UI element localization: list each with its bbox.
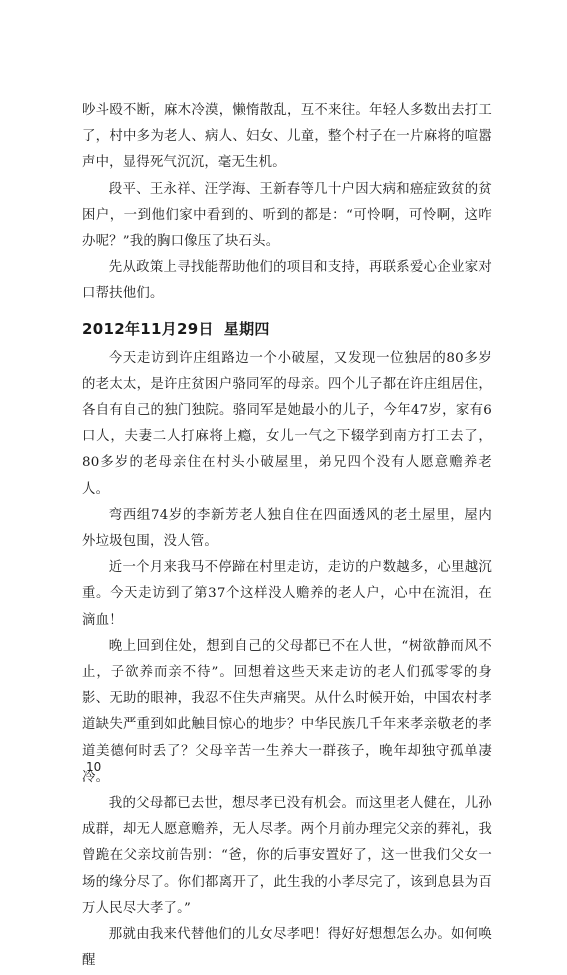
entry-date: 2012年11月29日	[82, 319, 214, 338]
paragraph: 弯西组74岁的李新芳老人独自住在四面透风的老土屋里，屋内外垃圾包围，没人管。	[82, 507, 492, 550]
paragraph: 我的父母都已去世，想尽孝已没有机会。而这里老人健在，儿孙成群，却无人愿意赡养，无人尽孝。两个月前办理完父亲的葬礼，我曾跪在父亲坟前告别：“爸，你的后事安置好了，这一世我们父女一场的缘分尽了。你们都离开了，此生我的小孝尽完了，该到息县为百万人民尽大孝了。”	[82, 796, 492, 916]
paragraph: 先从政策上寻找能帮助他们的项目和支持，再联系爱心企业家对口帮扶他们。	[82, 260, 492, 302]
page-number: 10	[86, 760, 102, 774]
page-body	[82, 98, 492, 975]
paragraph: 晚上回到住处，想到自己的父母都已不在人世，“树欲静而风不止，子欲养而亲不待”。回想着这些天来走访的老人们孤零零的身影、无助的眼神，我忍不住失声痛哭。从什么时候开始，中国农村孝道缺失严重到如此触目惊心的地步？中华民族几千年来孝亲敬老的孝道美德何时丢了？父母辛苦一生养大一群孩子，晚年却独守孤单凄冷。	[82, 638, 492, 785]
paragraph: 那就由我来代替他们的儿女尽孝吧！得好好想想怎么办。如何唤醒	[82, 927, 492, 969]
paragraph: 今天走访到许庄组路边一个小破屋，又发现一位独居的80多岁的老太太，是许庄贫困户骆同军的母亲。四个儿子都在许庄组居住，各自有自己的独门独院。骆同军是她最小的儿子，今年47岁，家有6口人，夫妻二人打麻将上瘾，女儿一气之下辍学到南方打工去了，80多岁的老母亲住在村头小破屋里，弟兄四个没有人愿意赡养老人。	[82, 350, 492, 497]
paragraph-continued: 吵斗殴不断，麻木冷漠，懒惰散乱，互不来往。年轻人多数出去打工了，村中多为老人、病人、妇女、儿童，整个村子在一片麻将的喧嚣声中，显得死气沉沉，毫无生机。	[82, 103, 492, 171]
paragraph: 段平、王永祥、汪学海、王新春等几十户因大病和癌症致贫的贫困户，一到他们家中看到的、听到的都是：“可怜啊，可怜啊，这咋办呢？”我的胸口像压了块石头。	[82, 181, 492, 250]
entry-weekday: 星期四	[223, 319, 270, 338]
paragraph: 近一个月来我马不停蹄在村里走访，走访的户数越多，心里越沉重。今天走访到了第37个这样没人赡养的老人户，心中在流泪，在滴血！	[82, 560, 492, 628]
diary-entry-heading	[82, 315, 492, 343]
